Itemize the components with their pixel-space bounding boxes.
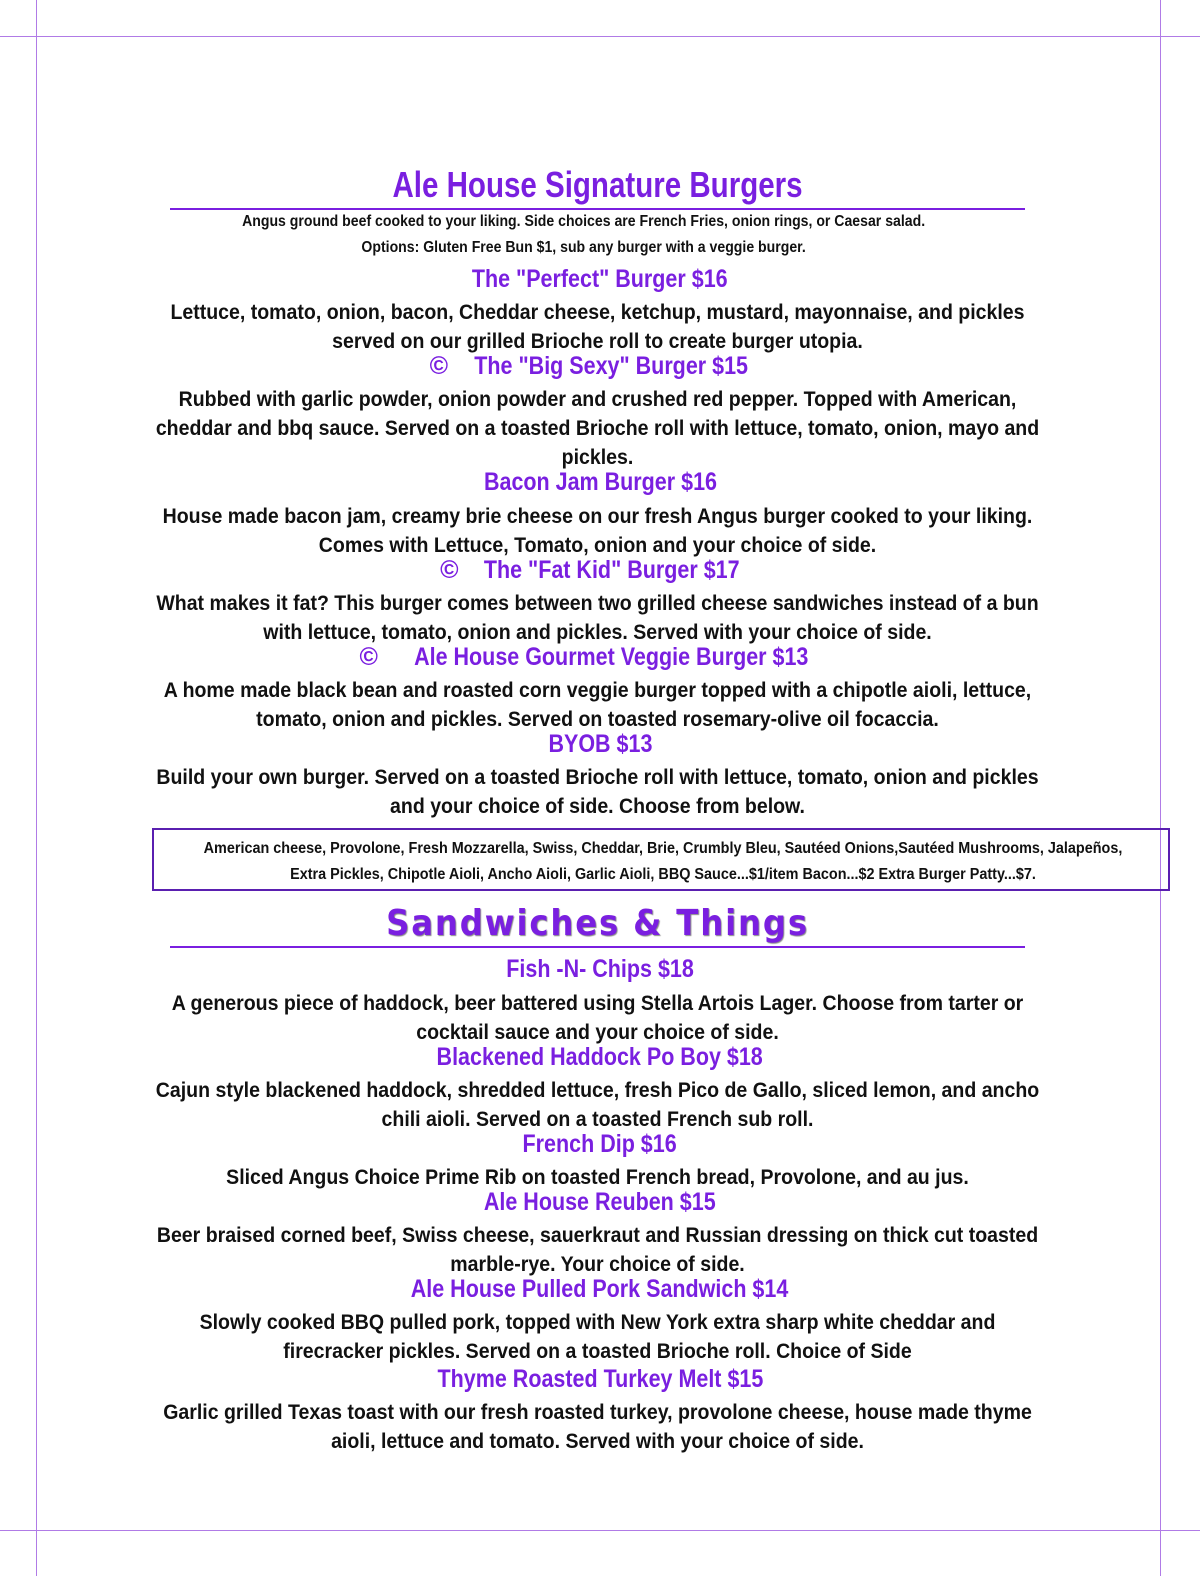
burger-item-description: What makes it fat? This burger comes between two grilled cheese sandwiches instead of a bun with lettuce, tomato, onion and pickles. Served with your choice of side. (156, 592, 1039, 644)
burger-item-name (100, 265, 1100, 293)
sandwiches-section-title: Sandwiches & Things (386, 903, 809, 944)
burgers-intro-line-1: Angus ground beef cooked to your liking. Side choices are French Fries, onion rings, or Caesar salad. (242, 213, 926, 230)
crop-mark-top (0, 36, 1200, 37)
sandwich-item-name (100, 1365, 1100, 1393)
burger-item-name (100, 643, 1100, 671)
burger-item-description: House made bacon jam, creamy brie cheese on our fresh Angus burger cooked to your liking. Comes with Lettuce, Tomato, onion and your choice of side. (162, 505, 1033, 557)
sandwich-item-description: Beer braised corned beef, Swiss cheese, sauerkraut and Russian dressing on thick cut toasted marble-rye. Your choice of side. (156, 1224, 1039, 1276)
burgers-section-title: Ale House Signature Burgers (392, 164, 803, 205)
sandwich-item-name-text: French Dip $16 (522, 1130, 678, 1158)
sandwiches-title-rule (170, 946, 1025, 948)
sandwich-item-description: Slowly cooked BBQ pulled pork, topped with New York extra sharp white cheddar and firecracker pickles. Served on a toasted Brioche roll. Choice of Side (199, 1311, 996, 1363)
burger-item-description: Build your own burger. Served on a toasted Brioche roll with lettuce, tomato, onion and pickles and your choice of side. Choose from below. (156, 766, 1039, 818)
sandwich-item-name-text: Thyme Roasted Turkey Melt $15 (437, 1365, 763, 1393)
burger-item-name (100, 556, 1100, 584)
sandwich-item-description: Cajun style blackened haddock, shredded lettuce, fresh Pico de Gallo, sliced lemon, and ancho chili aioli. Served on a toasted French sub roll. (155, 1079, 1040, 1131)
burger-item-name (100, 352, 1100, 380)
toppings-line-1: American cheese, Provolone, Fresh Mozzarella, Swiss, Cheddar, Brie, Crumbly Bleu, Sautéed Onions,Sautéed Mushrooms, Jalapeños, (203, 840, 1123, 857)
sandwich-item-name (100, 1043, 1100, 1071)
copyright-icon: © (440, 556, 459, 584)
sandwich-item-description: A generous piece of haddock, beer battered using Stella Artois Lager. Choose from tarter or cocktail sauce and your choice of side. (171, 992, 1024, 1044)
crop-mark-bottom (0, 1530, 1200, 1531)
burger-item-name-text: Ale House Gourmet Veggie Burger $13 (414, 643, 809, 671)
sandwich-item-description: Sliced Angus Choice Prime Rib on toasted French bread, Provolone, and au jus. (226, 1166, 969, 1189)
burger-item-name-text: Bacon Jam Burger $16 (483, 468, 717, 496)
burger-item-name-text: BYOB $13 (548, 730, 652, 758)
burgers-intro (170, 209, 997, 261)
sandwich-item-name (100, 1188, 1100, 1216)
sandwich-item-name-text: Ale House Reuben $15 (484, 1188, 716, 1216)
crop-mark-right (1160, 0, 1161, 1576)
sandwich-item-name-text: Blackened Haddock Po Boy $18 (436, 1043, 764, 1071)
burger-item-name-text: The "Fat Kid" Burger $17 (483, 556, 740, 584)
sandwich-item-name (100, 955, 1100, 983)
sandwich-item-description: Garlic grilled Texas toast with our fresh roasted turkey, provolone cheese, house made thyme aioli, lettuce and tomato. Served with your choice of side. (163, 1401, 1032, 1453)
burgers-intro-line-2: Options: Gluten Free Bun $1, sub any burger with a veggie burger. (361, 239, 806, 256)
crop-mark-left (36, 0, 37, 1576)
burger-item-name (100, 730, 1100, 758)
burger-item-name (100, 468, 1100, 496)
copyright-icon: © (429, 352, 449, 380)
sandwich-item-name-text: Ale House Pulled Pork Sandwich $14 (411, 1275, 789, 1303)
burger-item-description: Lettuce, tomato, onion, bacon, Cheddar cheese, ketchup, mustard, mayonnaise, and pickles served on our grilled Brioche roll to create burger utopia. (170, 301, 1025, 353)
sandwich-item-name (100, 1130, 1100, 1158)
burger-item-description: Rubbed with garlic powder, onion powder and crushed red pepper. Topped with American, cheddar and bbq sauce. Served on a toasted Brioche roll with lettuce, tomato, onion, mayo and pickles. (155, 388, 1040, 469)
burger-item-name-text: The "Big Sexy" Burger $15 (474, 352, 749, 380)
burger-item-description: A home made black bean and roasted corn veggie burger topped with a chipotle aioli, lettuce, tomato, onion and pickles. Served on toasted rosemary-olive oil focaccia. (163, 679, 1032, 731)
sandwich-item-name (100, 1275, 1100, 1303)
burger-item-name-text: The "Perfect" Burger $16 (472, 265, 728, 293)
sandwich-item-name-text: Fish -N- Chips $18 (506, 955, 694, 983)
toppings-line-2: Extra Pickles, Chipotle Aioli, Ancho Aioli, Garlic Aioli, BBQ Sauce...$1/item Bacon...$2 Extra Burger Patty...$7. (290, 866, 1036, 883)
toppings-list (178, 836, 1148, 888)
copyright-icon: © (359, 643, 378, 671)
toppings-box (152, 828, 1170, 891)
